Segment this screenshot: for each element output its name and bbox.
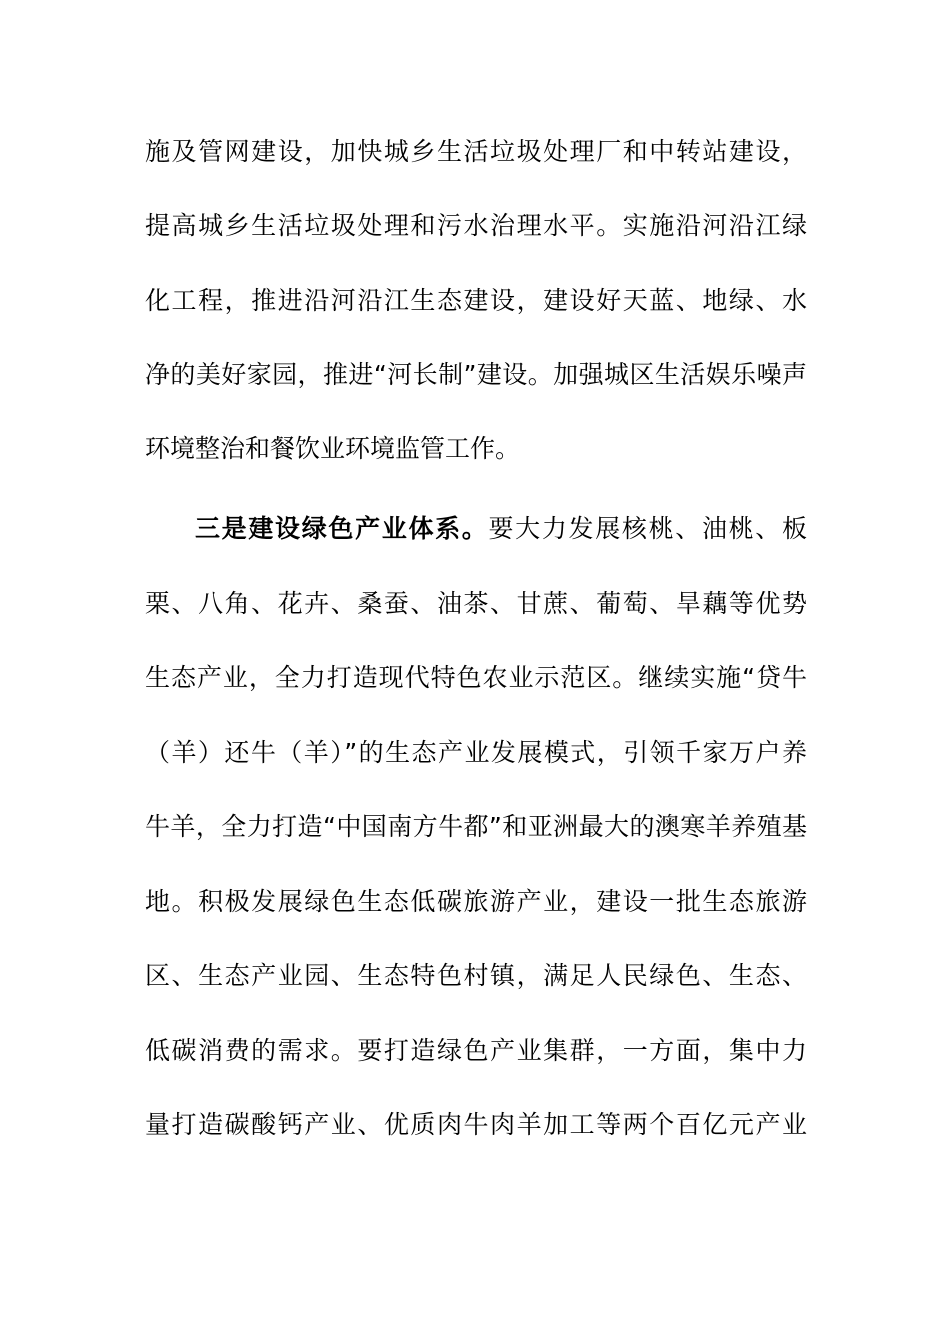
- text-line: 低碳消费的需求。要打造绿色产业集群，一方面，集中力: [145, 1036, 807, 1065]
- text-line: 施及管网建设，加快城乡生活垃圾处理厂和中转站建设，: [145, 137, 807, 166]
- text-line: 区、生态产业园、生态特色村镇，满足人民绿色、生态、: [145, 961, 807, 990]
- text-line: 提高城乡生活垃圾处理和污水治理水平。实施沿河沿江绿: [145, 211, 807, 240]
- text-segment: 要大力发展核桃、油桃、板: [488, 514, 807, 543]
- section-heading: 三是建设绿色产业体系。: [195, 514, 489, 543]
- text-line: 地。积极发展绿色生态低碳旅游产业，建设一批生态旅游: [145, 887, 807, 916]
- section-first-line: [195, 509, 807, 549]
- text-line: 化工程，推进沿河沿江生态建设，建设好天蓝、地绿、水: [145, 286, 807, 315]
- text-line: 栗、八角、花卉、桑蚕、油茶、甘蔗、葡萄、旱藕等优势: [145, 589, 807, 618]
- text-line: 净的美好家园，推进“河长制”建设。加强城区生活娱乐噪声: [145, 360, 807, 389]
- text-line: 量打造碳酸钙产业、优质肉牛肉羊加工等两个百亿元产业: [145, 1110, 807, 1139]
- text-line: 环境整治和餐饮业环境监管工作。: [145, 434, 521, 463]
- text-line: 牛羊，全力打造“中国南方牛都”和亚洲最大的澳寒羊养殖基: [145, 812, 807, 841]
- text-line: 生态产业，全力打造现代特色农业示范区。继续实施“贷牛: [145, 663, 807, 692]
- text-line: （羊）还牛（羊）”的生态产业发展模式，引领千家万户养: [145, 738, 807, 767]
